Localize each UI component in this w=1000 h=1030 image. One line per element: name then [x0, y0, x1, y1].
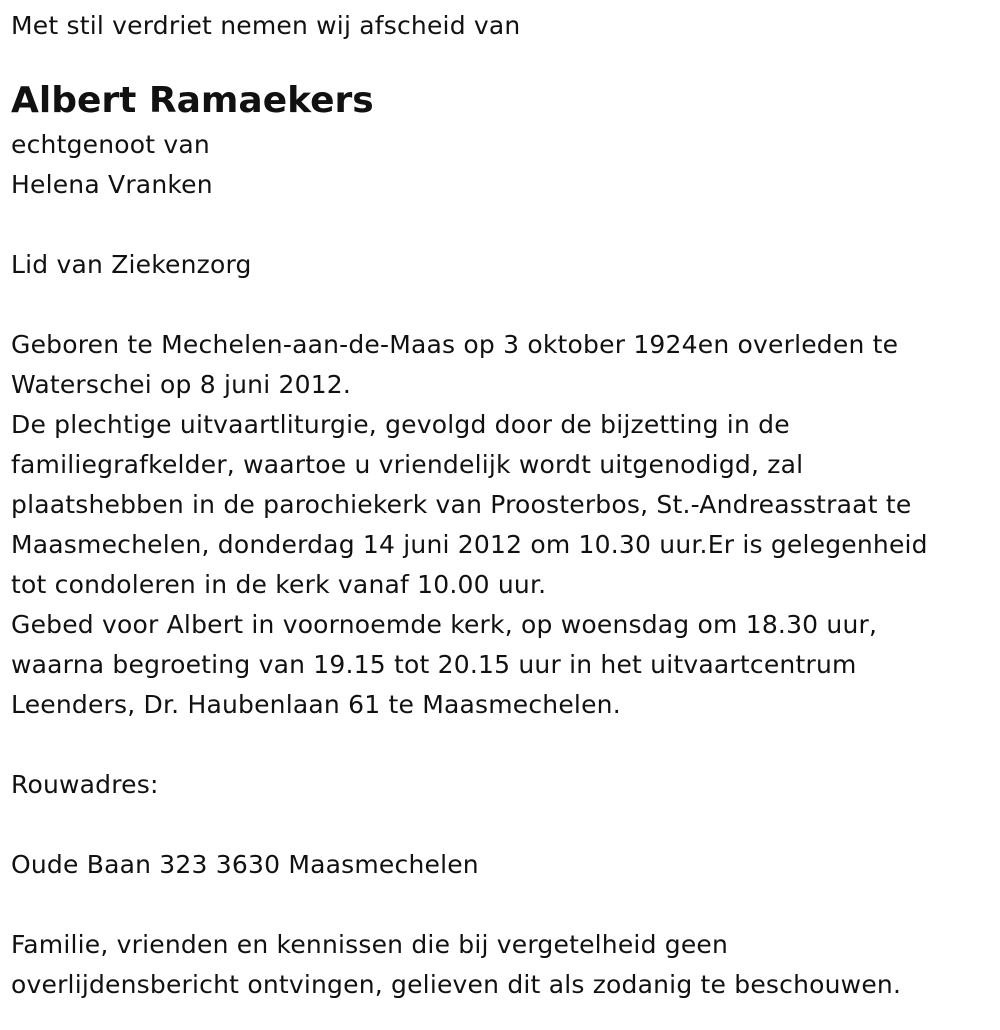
body-line: plaatshebben in de parochiekerk van Proosterbos, St.-Andreasstraat te	[11, 490, 912, 519]
closing-line: overlijdensbericht ontvingen, gelieven dit als zodanig te beschouwen.	[11, 970, 902, 999]
spacer	[11, 725, 991, 765]
intro-text: Met stil verdriet nemen wij afscheid van	[11, 11, 521, 40]
deceased-name: Albert Ramaekers	[11, 80, 374, 121]
body-line: Gebed voor Albert in voornoemde kerk, op woensdag om 18.30 uur,	[11, 610, 878, 639]
spacer	[11, 885, 991, 925]
spacer	[11, 285, 991, 325]
body-line: familiegrafkelder, waartoe u vriendelijk wordt uitgenodigd, zal	[11, 450, 804, 479]
spacer	[11, 805, 991, 845]
body-line: tot condoleren in de kerk vanaf 10.00 uur.	[11, 570, 547, 599]
address-label: Rouwadres:	[11, 770, 159, 799]
body-line: Leenders, Dr. Haubenlaan 61 te Maasmechelen.	[11, 690, 621, 719]
spouse-name: Helena Vranken	[11, 170, 213, 199]
body-line: Maasmechelen, donderdag 14 juni 2012 om 10.30 uur.Er is gelegenheid	[11, 530, 928, 559]
spouse-label: echtgenoot van	[11, 130, 210, 159]
body-line: De plechtige uitvaartliturgie, gevolgd door de bijzetting in de	[11, 410, 790, 439]
body-line: waarna begroeting van 19.15 tot 20.15 uur in het uitvaartcentrum	[11, 650, 857, 679]
body-line: Geboren te Mechelen-aan-de-Maas op 3 oktober 1924en overleden te	[11, 330, 899, 359]
body-line: Waterschei op 8 juni 2012.	[11, 370, 352, 399]
obituary-notice	[11, 6, 991, 1005]
membership-text: Lid van Ziekenzorg	[11, 250, 252, 279]
closing-line: Familie, vrienden en kennissen die bij vergetelheid geen	[11, 930, 729, 959]
spacer	[11, 205, 991, 245]
address-text: Oude Baan 323 3630 Maasmechelen	[11, 850, 479, 879]
